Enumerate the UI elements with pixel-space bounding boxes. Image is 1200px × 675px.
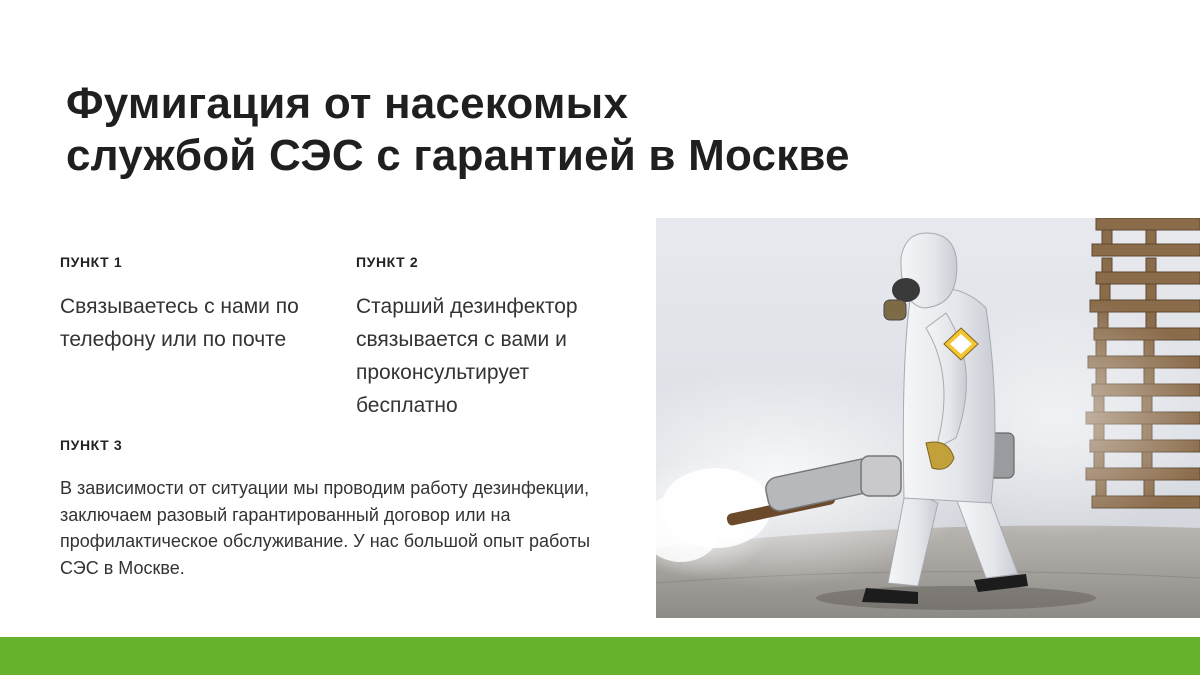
footer-accent-bar (0, 637, 1200, 675)
step-1-text: Связываетесь с нами по телефону или по почте (60, 295, 299, 351)
page-title-line-1: Фумигация от насекомых (66, 79, 629, 128)
step-3-label: ПУНКТ 3 (60, 437, 123, 453)
step-2-label: ПУНКТ 2 (356, 254, 419, 270)
page-title (66, 78, 966, 182)
page-title-line-2: службой СЭС с гарантией в Москве (66, 131, 850, 180)
step-2-text: Старший дезинфектор связывается с вами и проконсультирует бесплатно (356, 295, 578, 417)
step-3-text: В зависимости от ситуации мы проводим работу дезинфекции, заключаем разовый гарантированный договор или на профилактическое обслуживание. У нас большой опыт работы СЭС в Москве. (60, 478, 591, 578)
step-1-label: ПУНКТ 1 (60, 254, 123, 270)
fumigation-photo (656, 218, 1200, 618)
fumigation-worker-illustration (656, 218, 1200, 618)
